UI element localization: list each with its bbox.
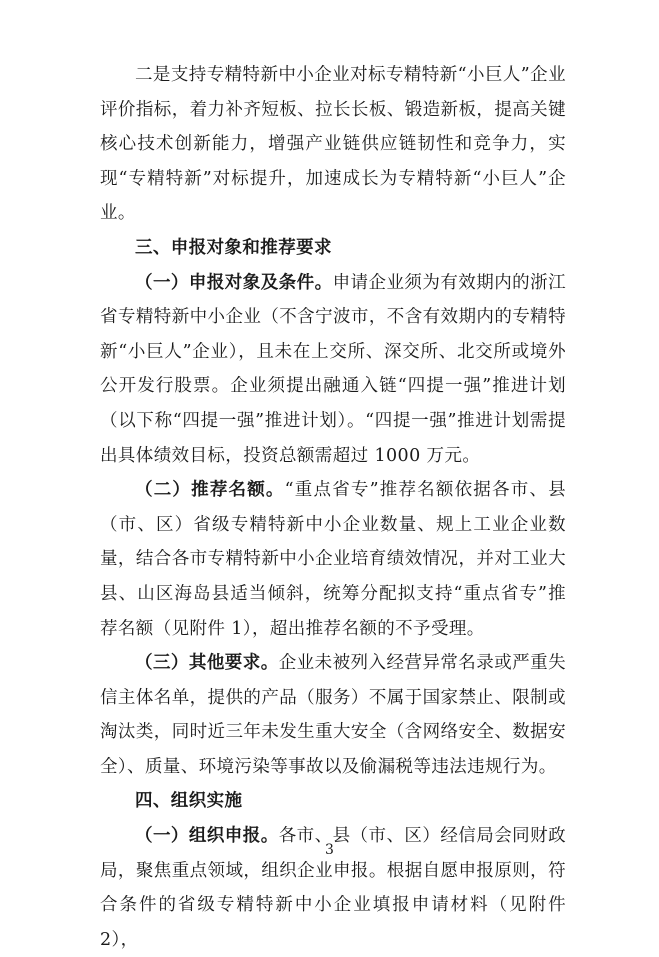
paragraph-lead: （三）其他要求。 — [135, 653, 279, 674]
document-body — [100, 58, 566, 957]
paragraph-recommendation-quota — [100, 473, 566, 646]
paragraph-support-goal: 二是支持专精特新中小企业对标专精特新“小巨人”企业评价指标，着力补齐短板、拉长长板、锻造新板，提高关键核心技术创新能力，增强产业链供应链韧性和竞争力，实现“专精特新”对标提升，加速成长为专精特新“小巨人”企业。 — [100, 65, 566, 224]
paragraph-lead: （二）推荐名额。 — [135, 480, 285, 501]
paragraph-lead: （一）申报对象及条件。 — [135, 272, 333, 293]
section-heading-3: 三、申报对象和推荐要求 — [135, 237, 332, 258]
paragraph-text: 企业未被列入经营异常名录或严重失信主体名单，提供的产品（服务）不属于国家禁止、限制或淘汰类，同时近三年未发生重大安全（含网络安全、数据安全）、质量、环境污染等事故以及偷漏税等违法违规行为。 — [100, 653, 566, 777]
section-heading-4: 四、组织实施 — [135, 791, 243, 812]
paragraph-applicant-conditions — [100, 266, 566, 474]
paragraph-other-requirements — [100, 646, 566, 784]
paragraph-text: “重点省专”推荐名额依据各市、县（市、区）省级专精特新中小企业数量、规上工业企业数量，结合各市专精特新中小企业培育绩效情况，并对工业大县、山区海岛县适当倾斜，统筹分配拟支持“重点省专”推荐名额（见附件 1），超出推荐名额的不予受理。 — [100, 480, 566, 639]
page-number: 3 — [325, 842, 334, 858]
paragraph-text: 申请企业须为有效期内的浙江省专精特新中小企业（不含宁波市，不含有效期内的专精特新“小巨人”企业），且未在上交所、深交所、北交所或境外公开发行股票。企业须提出融通入链“四提一强”推进计划（以下称“四提一强”推进计划）。“四提一强”推进计划需提出具体绩效目标，投资总额需超过 1000 万元。 — [100, 272, 567, 466]
paragraph-text: 各市、县（市、区）经信局会同财政局，聚焦重点领域，组织企业申报。根据自愿申报原则，符合条件的省级专精特新中小企业填报申请材料（见附件 2）， — [100, 826, 566, 950]
paragraph-organize-application — [100, 819, 566, 957]
paragraph-lead: （一）组织申报。 — [135, 826, 279, 847]
